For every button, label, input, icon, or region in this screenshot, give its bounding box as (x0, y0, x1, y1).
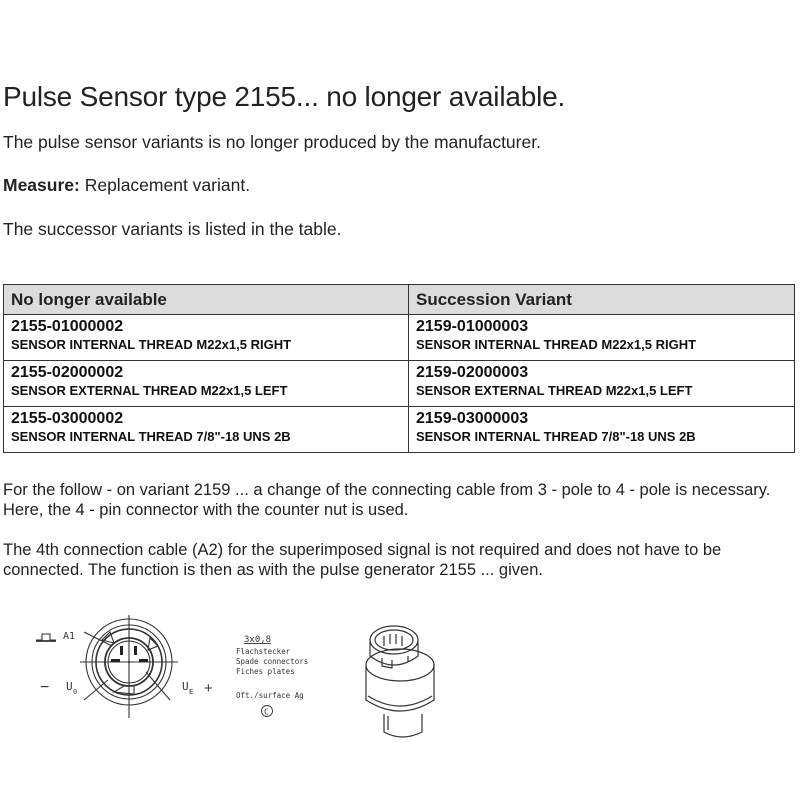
cable-change-paragraph: For the follow - on variant 2159 ... a change of the connecting cable from 3 - pole to 4 - pole is necessary. Here, the 4 - pin connector with the counter nut is used. (3, 481, 771, 519)
new-variant-cell (409, 361, 795, 407)
part-number: 2159-03000003 (416, 410, 529, 427)
new-variant-cell (409, 315, 795, 361)
table-row (4, 315, 795, 361)
header-no-longer-available: No longer available (4, 285, 409, 315)
table-row (4, 407, 795, 453)
part-number: 2155-02000002 (11, 364, 124, 381)
table-header-row (4, 285, 795, 315)
page-title: Pulse Sensor type 2155... no longer available. (3, 81, 566, 112)
diagram-area (0, 600, 800, 800)
successor-paragraph: The successor variants is listed in the table. (3, 219, 342, 239)
part-description: SENSOR INTERNAL THREAD M22x1,5 RIGHT (416, 337, 697, 352)
header-succession-variant: Succession Variant (409, 285, 795, 315)
u0-label: U (66, 680, 73, 693)
spec-line-de: Flachstecker (236, 647, 291, 656)
measure-label: Measure: (3, 175, 80, 195)
new-variant-cell (409, 407, 795, 453)
part-number: 2155-03000002 (11, 410, 124, 427)
pulse-signal-icon (36, 634, 56, 640)
measure-text: Replacement variant. (79, 175, 251, 195)
part-description: SENSOR EXTERNAL THREAD M22x1,5 LEFT (416, 383, 693, 398)
old-variant-cell (4, 315, 409, 361)
part-number: 2159-01000003 (416, 318, 529, 335)
connector-pinout-diagram (20, 610, 240, 740)
spec-line-en: Spade connectors (236, 657, 309, 666)
table-row (4, 361, 795, 407)
u0-subscript: 0 (73, 688, 78, 696)
variants-table (3, 284, 795, 453)
ue-label: U (182, 680, 189, 693)
part-number: 2155-01000002 (11, 318, 124, 335)
part-description: SENSOR INTERNAL THREAD M22x1,5 RIGHT (11, 337, 292, 352)
part-number: 2159-02000003 (416, 364, 529, 381)
part-description: SENSOR INTERNAL THREAD 7/8"-18 UNS 2B (416, 429, 696, 444)
plus-label: + (204, 680, 213, 697)
part-description: SENSOR EXTERNAL THREAD M22x1,5 LEFT (11, 383, 288, 398)
a1-label: A1 (63, 631, 76, 642)
spec-line-fr: Fiches plates (236, 667, 295, 676)
connector-isometric-drawing (330, 610, 470, 750)
ue-subscript: E (189, 688, 194, 696)
spec-surface: Oft./surface Ag (236, 691, 304, 700)
minus-label: − (40, 679, 50, 696)
part-description: SENSOR INTERNAL THREAD 7/8"-18 UNS 2B (11, 429, 291, 444)
intro-paragraph: The pulse sensor variants is no longer produced by the manufacturer. (3, 132, 541, 152)
fourth-cable-paragraph: The 4th connection cable (A2) for the superimposed signal is not required and does not have to be connected. The function is then as with the pulse generator 2155 ... given. (3, 541, 722, 579)
old-variant-cell (4, 361, 409, 407)
measure-paragraph (3, 175, 250, 195)
old-variant-cell (4, 407, 409, 453)
svg-text:C: C (264, 707, 269, 717)
connector-spec-block (228, 628, 338, 738)
spec-wire-size: 3x0,8 (244, 635, 272, 645)
